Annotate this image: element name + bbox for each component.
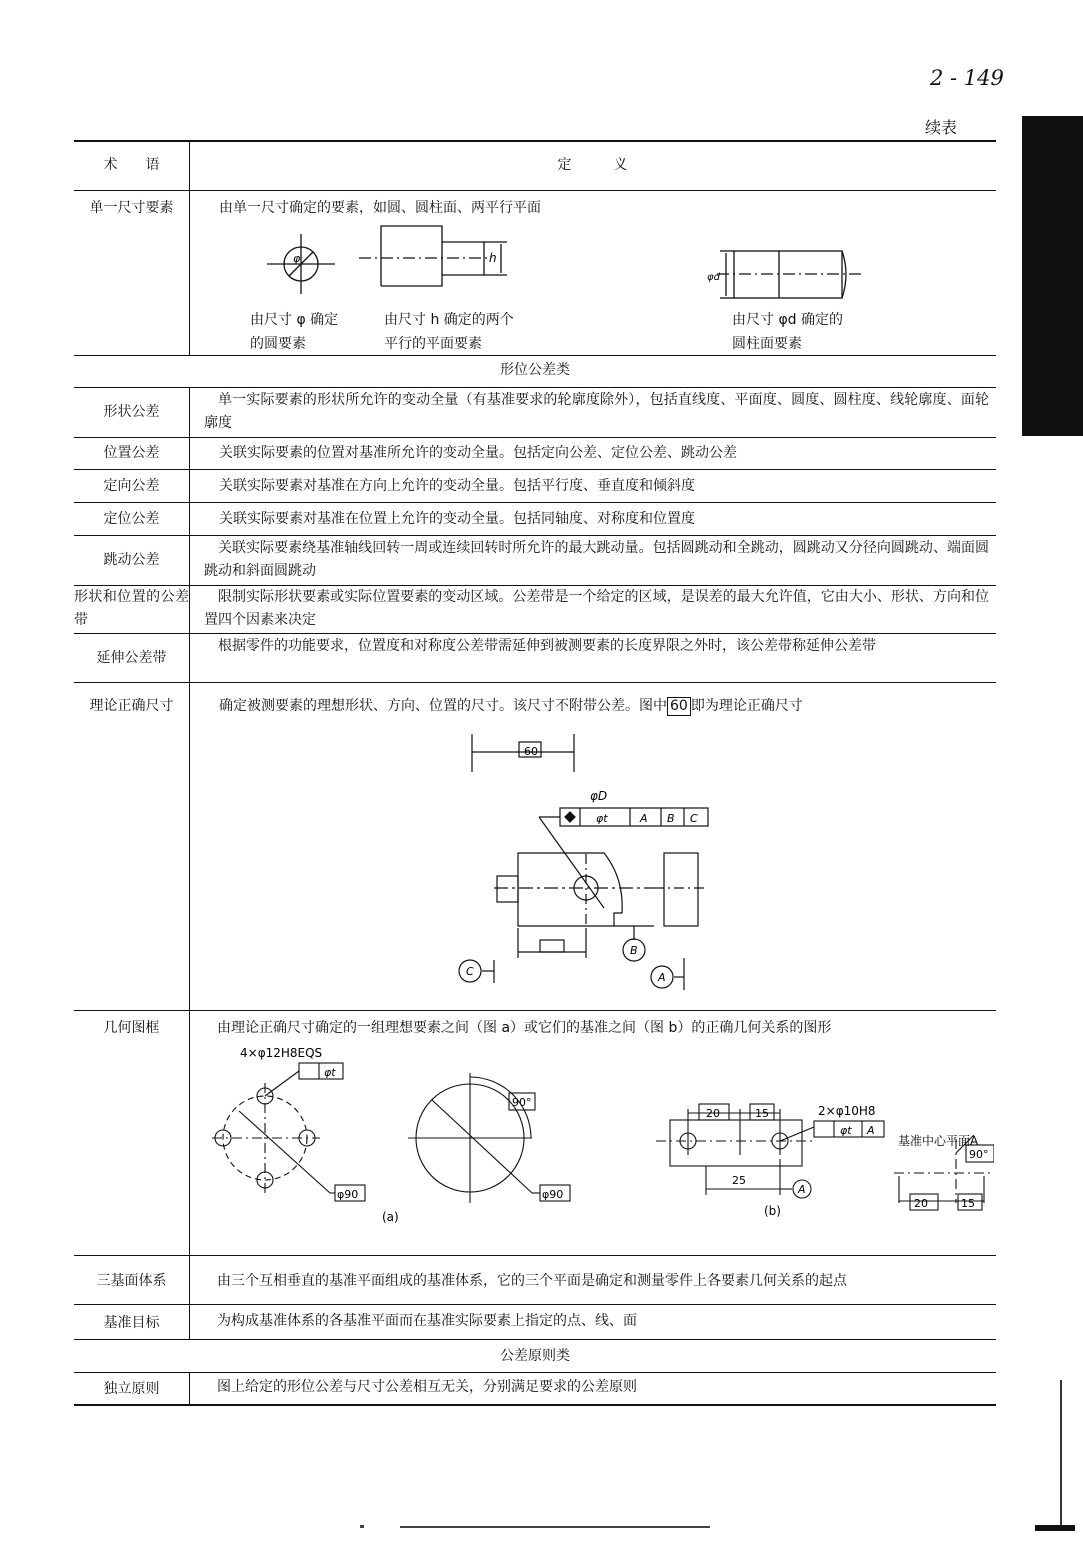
caption-cylinder-1: 由尺寸 φd 确定的: [732, 312, 844, 328]
rule: [74, 469, 996, 470]
true-dim-figure: [454, 728, 814, 998]
label-fcf-C: C: [690, 812, 698, 825]
label-fig-b: (b): [764, 1204, 781, 1218]
header-definition: 定 义: [557, 157, 628, 173]
single-size-figures: [189, 220, 996, 310]
term-single-size: 单一尺寸要素: [89, 200, 174, 216]
boxed-dimension: 60: [667, 697, 691, 716]
rule: [74, 1304, 996, 1305]
label-fcf-B: B: [667, 812, 675, 825]
label-phit-b: φt: [840, 1124, 852, 1137]
def-form-tol: 单一实际要素的形状所允许的变动全量（有基准要求的轮廓度除外），包括直线度、平面度、圆度、圆柱度、线轮廓度、面轮廓度: [204, 392, 989, 431]
geo-frame-figures: [194, 1043, 994, 1233]
label-phi90-b: φ90: [542, 1188, 564, 1201]
term-tol-zone: [74, 586, 189, 632]
def-projected-zone: 根据零件的功能要求，位置度和对称度公差带需延伸到被测要素的长度界限之外时，该公差带称延伸公差带: [218, 638, 876, 654]
header-term: 术 语: [103, 157, 160, 173]
label-phiD: φD: [590, 789, 608, 803]
def-orientation-tol: 关联实际要素对基准在方向上允许的变动全量。包括平行度、垂直度和倾斜度: [219, 478, 695, 494]
datum-C: C: [466, 965, 474, 978]
caption-cylinder-2: 圆柱面要素: [732, 336, 802, 352]
label-d15-b: 15: [755, 1107, 769, 1120]
def-single-size: 由单一尺寸确定的要素，如圆、圆柱面、两平行平面: [219, 200, 541, 216]
page-number: 2 - 149: [930, 66, 1004, 90]
def-location-tol: 关联实际要素对基准在位置上允许的变动全量。包括同轴度、对称度和位置度: [219, 511, 695, 527]
term-three-plane: 三基面体系: [96, 1273, 167, 1289]
def-runout-tol: 关联实际要素绕基准轴线回转一周或连续回转时所允许的最大跳动量。包括圆跳动和全跳动，圆跳动又分径向圆跳动、端面圆跳动和斜面圆跳动: [204, 540, 989, 579]
def-three-plane: 由三个互相垂直的基准平面组成的基准体系，它的三个平面是确定和测量零件上各要素几何关系的起点: [217, 1273, 847, 1289]
section-principle-title: 公差原则类: [500, 1348, 570, 1364]
def-datum-target: 为构成基准体系的各基准平面而在基准实际要素上指定的点、线、面: [217, 1313, 637, 1329]
term-orientation-tol: 定向公差: [103, 478, 160, 494]
label-d25: 25: [732, 1174, 746, 1187]
caption-planes-1: 由尺寸 h 确定的两个: [384, 312, 514, 328]
label-fig-a: (a): [382, 1210, 399, 1224]
thumb-tab: [1022, 116, 1083, 436]
term-projected-zone: 延伸公差带: [96, 650, 167, 666]
rule: [74, 633, 996, 634]
label-datum-plane: 基准中心平面A: [898, 1134, 979, 1148]
def-independence: 图上给定的形位公差与尺寸公差相互无关，分别满足要求的公差原则: [217, 1379, 637, 1395]
rule: [74, 437, 996, 438]
label-fcf-phit: φt: [596, 812, 608, 825]
label-h: h: [489, 251, 497, 265]
label-phi90-a: φ90: [337, 1188, 359, 1201]
rule: [74, 190, 996, 191]
label-A-fcf: A: [867, 1124, 875, 1137]
label-d15-c: 15: [961, 1197, 975, 1210]
continued-label: 续表: [925, 118, 958, 137]
def-tol-zone: 限制实际形状要素或实际位置要素的变动区域。公差带是一个给定的区域，是误差的最大允许值，它由大小、形状、方向和位置四个因素来决定: [204, 589, 989, 628]
caption-circle-1: 由尺寸 φ 确定: [250, 312, 339, 328]
label-fcf-A: A: [640, 812, 648, 825]
label-A-datum: A: [798, 1183, 806, 1196]
column-rule: [189, 387, 190, 1339]
label-holes-a: 4×φ12H8EQS: [240, 1046, 323, 1060]
def-true-dim-b: 即为理论正确尺寸: [690, 698, 803, 714]
term-geo-frame: 几何图框: [103, 1020, 160, 1036]
def-true-dim: [219, 695, 1004, 718]
column-rule: [189, 1372, 190, 1404]
datum-A: A: [658, 971, 666, 984]
term-tol-zone-text: 形状和位置的公差带: [74, 589, 189, 628]
scan-line: [400, 1526, 710, 1528]
rule: [74, 1372, 996, 1373]
label-60: 60: [524, 745, 538, 758]
term-datum-target: 基准目标: [103, 1315, 160, 1331]
label-phi: φ: [293, 252, 301, 265]
datum-B: B: [630, 944, 638, 957]
def-position-tol: 关联实际要素的位置对基准所允许的变动全量。包括定向公差、定位公差、跳动公差: [219, 445, 737, 461]
label-holes-b: 2×φ10H8: [818, 1104, 876, 1118]
rule: [74, 535, 996, 536]
term-runout-tol: 跳动公差: [103, 552, 160, 568]
label-phit-a: φt: [324, 1066, 336, 1079]
rule: [74, 1339, 996, 1340]
caption-planes-2: 平行的平面要素: [384, 336, 482, 352]
label-d20-c: 20: [914, 1197, 928, 1210]
rule: [74, 1255, 996, 1256]
def-geo-frame: 由理论正确尺寸确定的一组理想要素之间（图 a）或它们的基准之间（图 b）的正确几何关系的图形: [217, 1020, 832, 1036]
term-form-tol: 形状公差: [103, 404, 160, 420]
rule: [74, 355, 996, 356]
term-true-dim: 理论正确尺寸: [89, 698, 174, 714]
scan-edge: [1060, 1380, 1062, 1530]
label-90deg-a: 90°: [512, 1096, 532, 1109]
term-position-tol: 位置公差: [103, 445, 160, 461]
scan-mark: [1035, 1525, 1075, 1531]
rule: [74, 1404, 996, 1406]
caption-circle-2: 的圆要素: [250, 336, 306, 352]
scan-dot: [360, 1525, 364, 1528]
section-form-title: 形位公差类: [500, 362, 570, 378]
rule: [74, 140, 996, 142]
definition-table: [74, 140, 996, 1406]
rule: [74, 502, 996, 503]
label-phid: φd: [707, 272, 720, 283]
rule: [74, 387, 996, 388]
term-independence: 独立原则: [103, 1381, 160, 1397]
def-true-dim-a: 确定被测要素的理想形状、方向、位置的尺寸。该尺寸不附带公差。图中: [219, 698, 667, 714]
rule: [74, 1010, 996, 1011]
rule: [74, 682, 996, 683]
term-location-tol: 定位公差: [103, 511, 160, 527]
label-90deg-b: 90°: [969, 1148, 989, 1161]
label-d20-b: 20: [706, 1107, 720, 1120]
